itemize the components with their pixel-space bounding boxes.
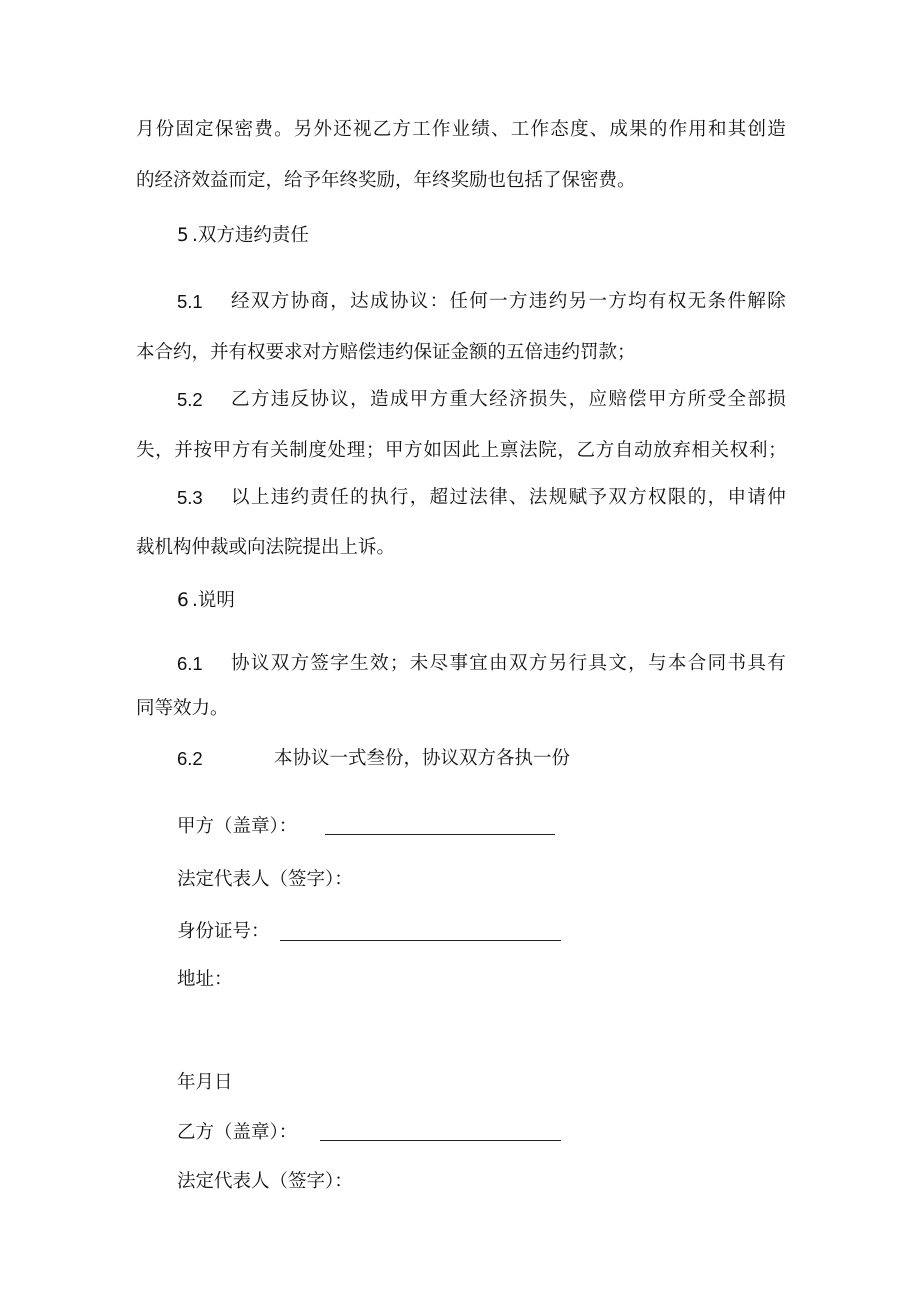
clause-number: 5.1: [177, 291, 203, 312]
clause-line: 经双方协商，达成协议：任何一方违约另一方均有权无条件解除: [231, 291, 786, 312]
clause-line: 本协议一式叁份，协议双方各执一份: [274, 748, 571, 769]
clause-number: 5.2: [177, 389, 203, 410]
clause-line: 本合约，并有权要求对方赔偿违约保证金额的五倍违约罚款；: [136, 342, 636, 363]
section-number: 6: [177, 590, 189, 611]
clause-line: 同等效力。: [136, 698, 229, 719]
party-a-representative-label: 法定代表人（签字）：: [177, 869, 353, 890]
party-a-seal-blank[interactable]: [325, 834, 555, 835]
id-number-label: 身份证号：: [177, 921, 270, 942]
section-title: .双方违约责任: [192, 225, 309, 246]
section-number: 5: [177, 225, 189, 246]
paragraph-line: 月份固定保密费。另外还视乙方工作业绩、工作态度、成果的作用和其创造: [136, 119, 786, 140]
party-b-representative-label: 法定代表人（签字）：: [177, 1171, 353, 1192]
paragraph-line: 的经济效益而定，给予年终奖励，年终奖励也包括了保密费。: [136, 170, 636, 191]
clause-number: 6.2: [177, 748, 203, 769]
clause-number: 5.3: [177, 487, 203, 508]
party-b-seal-label: 乙方（盖章）：: [177, 1122, 298, 1143]
date-label: 年月日: [177, 1072, 233, 1093]
address-label: 地址：: [177, 969, 233, 990]
clause-number: 6.1: [177, 653, 203, 674]
clause-line: 乙方违反协议，造成甲方重大经济损失，应赔偿甲方所受全部损: [231, 389, 786, 410]
clause-line: 失，并按甲方有关制度处理；甲方如因此上禀法院，乙方自动放弃相关权利；: [136, 440, 786, 461]
section-title: .说明: [192, 590, 235, 611]
id-number-blank[interactable]: [280, 940, 561, 941]
clause-line: 协议双方签字生效；未尽事宜由双方另行具文，与本合同书具有: [231, 653, 786, 674]
clause-line: 以上违约责任的执行，超过法律、法规赋予双方权限的，申请仲: [231, 487, 786, 508]
party-b-seal-blank[interactable]: [320, 1140, 561, 1141]
party-a-seal-label: 甲方（盖章）：: [177, 816, 298, 837]
clause-line: 裁机构仲裁或向法院提出上诉。: [136, 537, 396, 558]
